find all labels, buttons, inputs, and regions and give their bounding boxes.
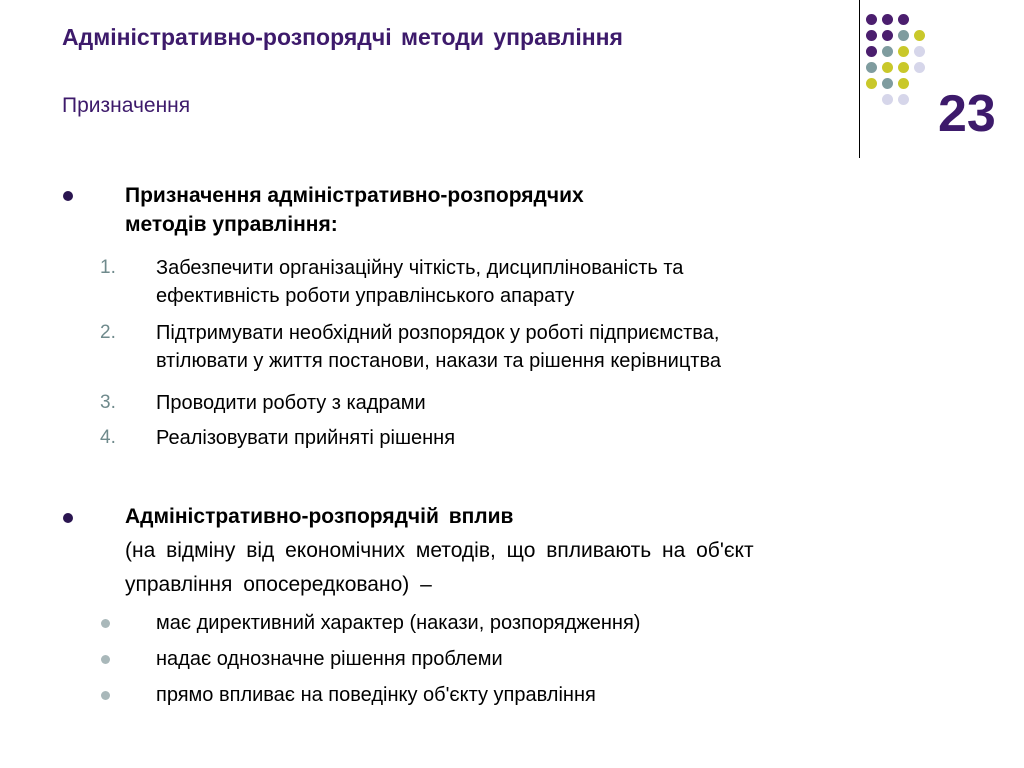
sub-list-item: прямо впливає на поведінку об'єкту управління bbox=[156, 684, 596, 706]
decorative-dot bbox=[914, 30, 925, 41]
bullet-icon bbox=[63, 191, 73, 201]
list-number: 1. bbox=[100, 257, 116, 278]
sub-bullet-icon bbox=[101, 691, 110, 700]
list-number: 2. bbox=[100, 322, 116, 343]
divider-line bbox=[859, 0, 860, 158]
bullet-icon bbox=[63, 513, 73, 523]
list-item-line: Забезпечити організаційну чіткість, дисциплінованість та bbox=[156, 257, 684, 279]
decorative-dot bbox=[898, 78, 909, 89]
decorative-dot bbox=[882, 30, 893, 41]
slide-subtitle: Призначення bbox=[62, 94, 191, 117]
decorative-dot bbox=[882, 14, 893, 25]
list-number: 4. bbox=[100, 427, 116, 448]
decorative-dot bbox=[914, 62, 925, 73]
decorative-dot bbox=[882, 46, 893, 57]
list-item-line: Проводити роботу з кадрами bbox=[156, 392, 426, 414]
decorative-dot bbox=[898, 46, 909, 57]
section1-heading-line1: Призначення адміністративно-розпорядчих bbox=[125, 184, 584, 207]
list-item-line: Підтримувати необхідний розпорядок у роботі підприємства, bbox=[156, 322, 720, 344]
list-item-line: Реалізовувати прийняті рішення bbox=[156, 427, 456, 449]
decorative-dot bbox=[866, 78, 877, 89]
list-item-line: ефективність роботи управлінського апарату bbox=[156, 285, 575, 307]
decorative-dot bbox=[914, 46, 925, 57]
decorative-dot bbox=[882, 78, 893, 89]
slide-title: Адміністративно-розпорядчі методи управління bbox=[62, 24, 623, 50]
decorative-dot bbox=[898, 94, 909, 105]
section2-paragraph-line1: (на відміну від економічних методів, що впливають на об'єкт bbox=[125, 539, 754, 562]
decorative-dot bbox=[866, 30, 877, 41]
decorative-dot bbox=[898, 62, 909, 73]
sub-list-item: має директивний характер (накази, розпорядження) bbox=[156, 612, 641, 634]
sub-list-item: надає однозначне рішення проблеми bbox=[156, 648, 503, 670]
decorative-dot bbox=[898, 14, 909, 25]
sub-bullet-icon bbox=[101, 619, 110, 628]
decorative-dot bbox=[866, 46, 877, 57]
sub-bullet-icon bbox=[101, 655, 110, 664]
section2-paragraph-line2: управління опосередковано) – bbox=[125, 573, 432, 596]
decorative-dot bbox=[866, 62, 877, 73]
section2-heading: Адміністративно-розпорядчій вплив bbox=[125, 505, 514, 528]
page-number: 23 bbox=[938, 85, 996, 143]
decorative-dot bbox=[882, 94, 893, 105]
decorative-dot bbox=[866, 14, 877, 25]
list-item-line: втілювати у життя постанови, накази та рішення керівництва bbox=[156, 350, 721, 372]
decorative-dot bbox=[898, 30, 909, 41]
decorative-dot bbox=[882, 62, 893, 73]
list-number: 3. bbox=[100, 392, 116, 413]
section1-heading-line2: методів управління: bbox=[125, 213, 338, 236]
